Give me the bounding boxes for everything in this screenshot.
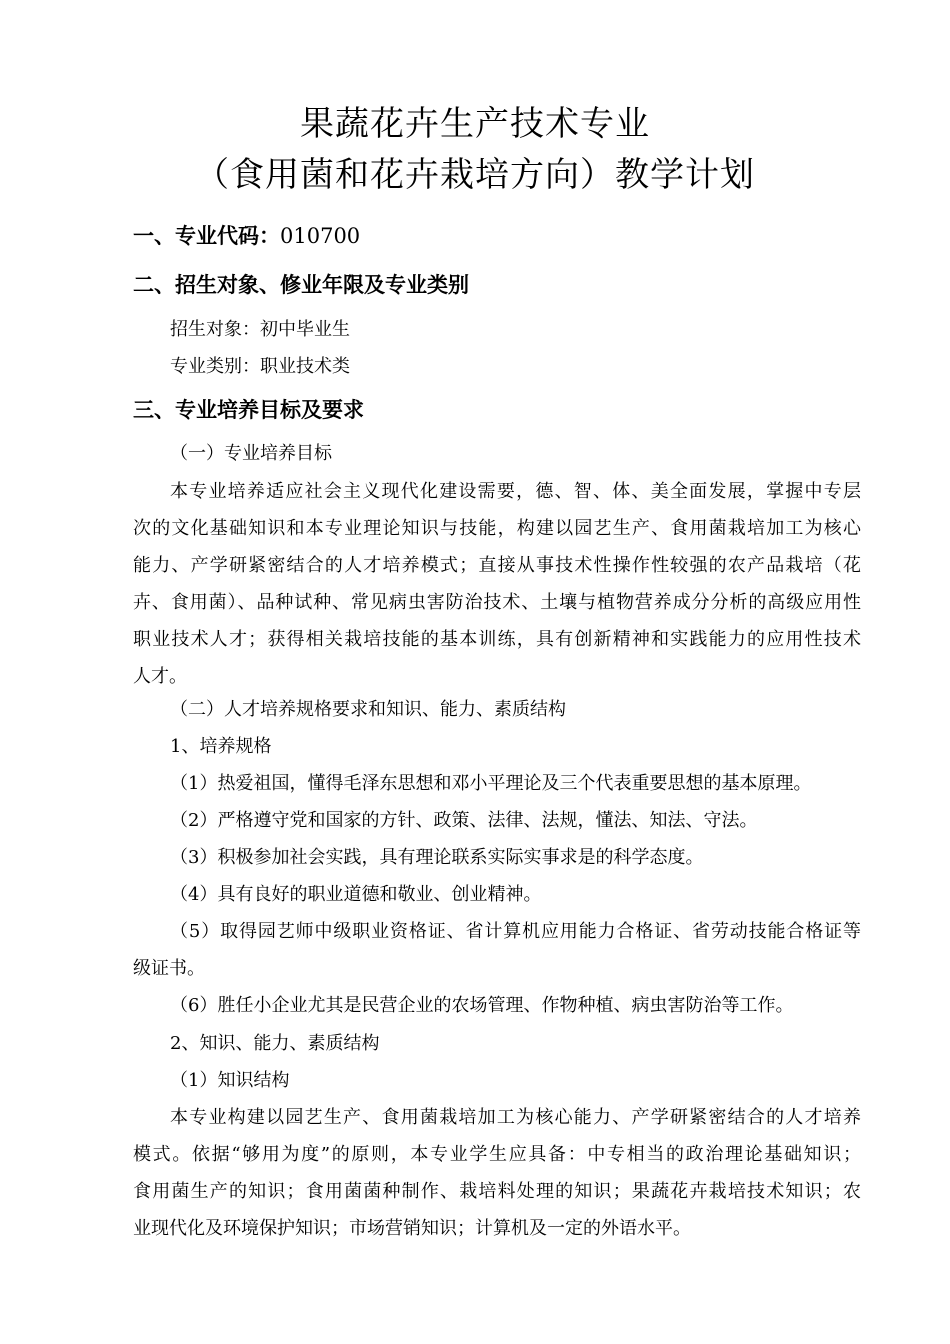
- spec-item-4: （4）具有良好的职业道德和敬业、创业精神。: [170, 884, 542, 905]
- training-spec-title: 1、培养规格: [170, 736, 272, 757]
- document-title-line-1: 果蔬花卉生产技术专业: [300, 104, 650, 144]
- knowledge-paragraph-line: 业现代化及环境保护知识；市场营销知识；计算机及一定的外语水平。: [133, 1218, 691, 1239]
- enrollment-target: 招生对象：初中毕业生: [170, 319, 350, 340]
- major-code: 010700: [280, 224, 361, 248]
- goal-paragraph-line: 次的文化基础知识和本专业理论知识与技能，构建以园艺生产、食用菌栽培加工为核心: [133, 518, 861, 539]
- section-1-heading-label: 一、专业代码：: [133, 224, 280, 248]
- goal-paragraph-line: 本专业培养适应社会主义现代化建设需要，德、智、体、美全面发展，掌握中专层: [170, 481, 861, 502]
- knowledge-paragraph-line: 食用菌生产的知识；食用菌菌种制作、栽培料处理的知识；果蔬花卉栽培技术知识；农: [133, 1181, 861, 1202]
- spec-item-5: （5）取得园艺师中级职业资格证、省计算机应用能力合格证、省劳动技能合格证等: [170, 921, 861, 942]
- spec-item-6: （6）胜任小企业尤其是民营企业的农场管理、作物种植、病虫害防治等工作。: [170, 995, 794, 1016]
- spec-item-3: （3）积极参加社会实践，具有理论联系实际实事求是的科学态度。: [170, 847, 704, 868]
- knowledge-paragraph-line: 本专业构建以园艺生产、食用菌栽培加工为核心能力、产学研紧密结合的人才培养: [170, 1107, 861, 1128]
- ksa-structure-title: 2、知识、能力、素质结构: [170, 1033, 380, 1054]
- subsection-talent-spec: （二）人才培养规格要求和知识、能力、素质结构: [170, 699, 566, 720]
- document-title-line-2: （食用菌和花卉栽培方向）教学计划: [195, 155, 755, 195]
- section-3-heading: 三、专业培养目标及要求: [133, 398, 364, 422]
- section-1-heading: [133, 223, 360, 249]
- section-2-heading: 二、招生对象、修业年限及专业类别: [133, 273, 469, 297]
- spec-item-5-continued: 级证书。: [133, 958, 205, 979]
- knowledge-paragraph-line: 模式。依据“够用为度”的原则，本专业学生应具备：中专相当的政治理论基础知识；: [133, 1144, 861, 1165]
- subsection-training-goal: （一）专业培养目标: [170, 443, 332, 464]
- spec-item-2: （2）严格遵守党和国家的方针、政策、法律、法规，懂法、知法、守法。: [170, 810, 758, 831]
- goal-paragraph-line: 职业技术人才；获得相关栽培技能的基本训练，具有创新精神和实践能力的应用性技术: [133, 629, 861, 650]
- knowledge-structure-title: （1）知识结构: [170, 1070, 290, 1091]
- goal-paragraph-line: 卉、食用菌）、品种试种、常见病虫害防治技术、土壤与植物营养成分分析的高级应用性: [133, 592, 861, 613]
- major-category: 专业类别：职业技术类: [170, 356, 350, 377]
- goal-paragraph-line: 能力、产学研紧密结合的人才培养模式；直接从事技术性操作性较强的农产品栽培（花: [133, 555, 861, 576]
- goal-paragraph-line: 人才。: [133, 666, 187, 687]
- spec-item-1: （1）热爱祖国，懂得毛泽东思想和邓小平理论及三个代表重要思想的基本原理。: [170, 773, 812, 794]
